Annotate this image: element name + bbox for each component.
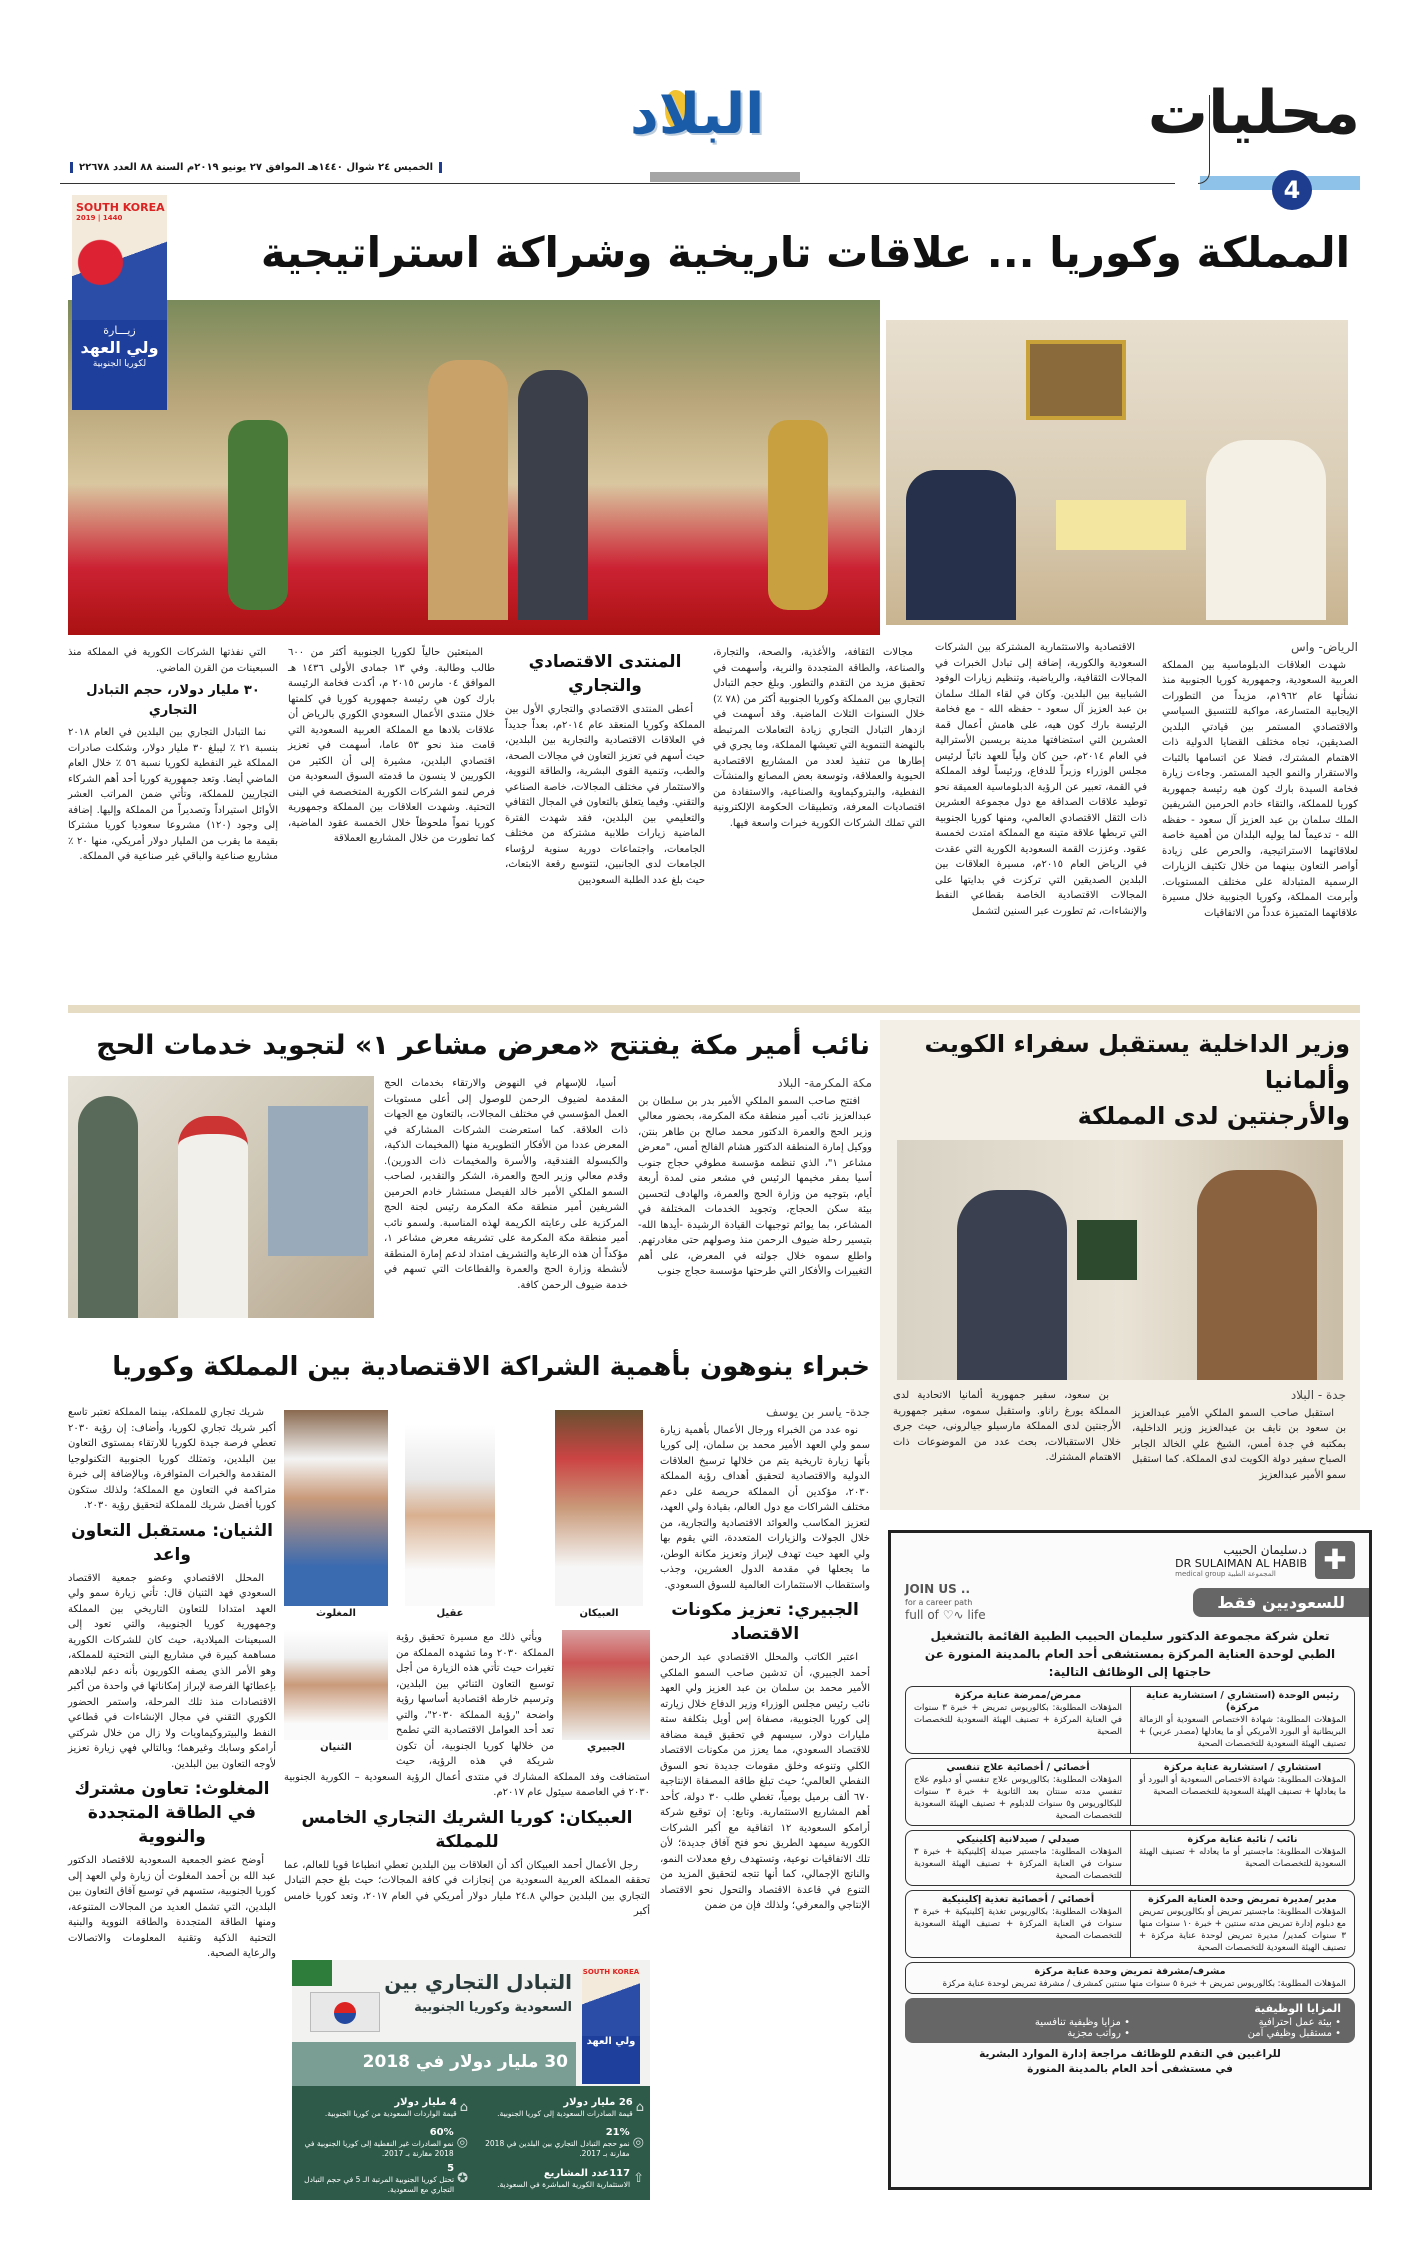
benefit-item: • بيئة عمل احترافية [1258, 2017, 1341, 2028]
benefit-text: مزايا وظيفية تنافسية [1034, 2017, 1121, 2028]
job-card [905, 1686, 1130, 1754]
main-paragraph: شهدت العلاقات الدبلوماسية بين المملكة العربية السعودية، وجمهورية كوريا الجنوبية منذ نشأتها عام ١٩٦٢م، مزيداً من التطورات الإيجابية المتسارعة، مواكبة للتنسيق السياسي والاقتصادي المستمر بين قيادتي البلدين الصديقين، تجاه مختلف القضايا الدولية ذات الاهتمام المشترك، فضلا عن اتسامها بالثبات والاستقرار والنمو الجيد المستمر. وجاءت زيارة فخامة السيدة بارك كون هيه رئيسة جمهورية كوريا للمملكة، والتقاء خادم الحرمين الشريفين الملك سلمان بن عبد العزيز آل سعود - حفظه الله - تدعيماً لما يوليه البلدان من أهمية خاصة لعلاقاتهما الاستراتيجية، والحرص على زيادة أواصر التعاون بينهما من خلال تكثيف الزيارات الرسمية المتبادلة على مختلف المستويات. وأبرمت المملكة، وكوريا الجنوبية خلال مسيرة علاقاتهما المتميزة عدداً من الاتفاقيات [1162, 659, 1358, 919]
interior-headline-line2: والأرجنتين لدى المملكة [1077, 1102, 1350, 1130]
career-path: for a career path [905, 1598, 973, 1607]
crown-prince-children-photo [68, 300, 880, 635]
subheading-mughlouth: المغلوث: تعاون مشترك في الطاقة المتجددة والنووية [74, 1779, 270, 1847]
portrait-aqeel [405, 1425, 495, 1606]
benefit-item: • مستقبل وظيفي آمن [1247, 2028, 1341, 2039]
makkah-paragraph: أسيا، للإسهام في النهوض والارتقاء بخدمات الحج المقدمة لضيوف الرحمن للوصول إلى أعلى مستويات العمل المؤسسي في مختلف المجالات، بالتعاون مع الجهات ذات العلاقة. كما استعرضت الشركات المشاركة في المعرض عددا من الأفكار التطويرية منها (المخيمات الذكية، والكبسولة الفندقية، والأسرة والمخيمات ذات الدورين). وقدم معالي وزير الحج والعمرة، الشكر والتقدير، لصاحب السمو الملكي الأمير خالد الفيصل مستشار خادم الحرمين الشريفين أمير منطقة مكة المكرمة رئيس لجنة الحج المركزية على رعايته الكريمة لهذه المناسبة. ولسمو نائب أمير منطقة مكة المكرمة على تشريفه معرض مشاعر ١، مؤكداً أن هذه الرعاية والتشريف امتداد لدعم إمارة المنطقة لأنشطة وزارة الحج والعمرة والقطاعات التي تسهم في خدمة ضيوف الرحمن كافة. [384, 1078, 628, 1291]
stat-label: تحتل كوريا الجنوبية المرتبة الـ 5 في حجم التبادل التجاري مع السعودية. [304, 2175, 455, 2194]
heartbeat-icon: ♡∿ [942, 1608, 964, 1622]
benefits-box [905, 1998, 1355, 2043]
info-badge-line2: ولي العهد [586, 2036, 636, 2047]
caption-jubairi: الجبيري [587, 1742, 625, 1753]
main-article-col-6 [68, 645, 278, 865]
job-title: مشرف/مشرفة تمريض وحدة عناية مركزة [1034, 1966, 1226, 1977]
caption-mughlouth: المغلوث [316, 1608, 356, 1619]
job-card [905, 1830, 1130, 1886]
main-paragraph: مجالات الثقافة، والأغذية، والصحة، والتجارة، والصناعة، والطاقة المتجددة والنرية، وأسهمت في تحقيق مزيد من التقدم والتطور. وبلغ حجم التبادل التجاري بين المملكة وكوريا الجنوبية أكثر من (٧٨ ٪) خلال السنوات الثلاث الماضية. وقد أسهمت في ازدهار التبادل التجاري زيادة التعاملات المرتبطة بالنهضة التنموية التي تعيشها المملكة، وما يجري في إطارها من تنفيذ لعدد من المشاريع الاقتصادية الحيوية والعملاقة، وتوسعة بعض المصانع والمنشآت النفطية، والبتروكيماوية والصناعية، والاستفادة من اقتصاديات المعرفة، وتطبيقات الحكومة الإلكترونية التي تملك الشركات الكورية خبرات واسعة فيها. [713, 647, 926, 829]
makkah-dateline: مكة المكرمة- البلاد [777, 1076, 872, 1090]
main-paragraph: التي نفذتها الشركات الكورية في المملكة منذ السبعينات من القرن الماضي. [68, 647, 278, 674]
main-headline: المملكة وكوريا ... علاقات تاريخية وشراكة استراتيجية [260, 228, 1350, 277]
crown-prince-visit-badge [72, 195, 167, 410]
stat-icon: ✪ [457, 2170, 468, 2186]
job-requirements: المؤهلات المطلوبة: ماجستير صيدلة إكلينيكية + خبرة ٣ سنوات في العناية المركزة + تصنيف الهيئة السعودية للتخصصات الصحية [914, 1847, 1122, 1881]
info-title-2: السعودية وكوريا الجنوبية [414, 2000, 572, 2015]
stat-value: 5 [447, 2163, 455, 2175]
info-stat [298, 2090, 468, 2125]
section-title: محليات [1147, 78, 1360, 148]
stat-label: قيمة الصادرات السعودية إلى كوريا الجنوبية. [497, 2108, 633, 2118]
job-title: صيدلي / صيدلانية إكلينيكي [956, 1834, 1080, 1845]
benefit-item: • رواتب مجزية [1067, 2028, 1130, 2039]
economy-paragraph: أوضح عضو الجمعية السعودية للاقتصاد الدكتور عبد الله بن أحمد المغلوث أن زيارة ولي العهد إلى كوريا الجنوبية، ستسهم في توسيع آفاق التعاون بين البلدين، التي تشمل العديد من المجالات المتنوعة، ومنها الطاقة المتجددة والطاقة النووية والبنية التحتية الذكية وتقنية المعلومات والاتصالات والرعاية الصحية. [68, 1855, 276, 1959]
makkah-paragraph: افتتح صاحب السمو الملكي الأمير بدر بن سلطان بن عبدالعزيز نائب أمير منطقة مكة المكرمة، بحضور معالي وزير الحج والعمرة الدكتور محمد صالح بن طاهر بنتن، ووكيل إمارة المنطقة الدكتور هشام الفالح أمس، "معرض مشاعر ١"، الذي تنظمه مؤسسة مطوفي حجاج جنوب أسيا بمقر مخيمها الرئيس في مشعر منى لمدة أربعة أيام، بتوجيه من وزارة الحج والعمرة، والهادف لتحسين بيئة سكن الحجاج، وتجويد الخدمات المختلفة في المشاعر، بما يوائم توجيهات القيادة الرشيدة -أيدها الله- بتيسير رحلة ضيوف الرحمن منذ وصولهم حتى مغادرتهم. واطلع سموه خلال جولته في المعرض، على أهم التغييرات والأفكار التي طرحتها مؤسسة حجاج جنوب [638, 1095, 872, 1277]
job-card [1130, 1830, 1355, 1886]
subheading-jubairi: الجبيري: تعزيز مكونات الاقتصاد [671, 1600, 859, 1644]
economy-col-right [660, 1405, 870, 1914]
stat-icon: ◎ [632, 2135, 644, 2151]
job-title: نائب / نائبة عناية مركزة [1187, 1834, 1298, 1845]
interior-headline-line1: وزير الداخلية يستقبل سفراء الكويت وألمانيا [924, 1030, 1350, 1094]
stat-value: 60% [429, 2127, 454, 2139]
hajj-exhibition-photo [68, 1076, 374, 1318]
economy-paragraph: اعتبر الكاتب والمحلل الاقتصادي عبد الرحمن أحمد الجبيري، أن تدشين صاحب السمو الملكي الأمير محمد بن سلمان بن عبد العزيز ولي العهد نائب رئيس مجلس الوزراء وزير الدفاع خلال زيارته إلى كوريا الجنوبية، مصفاة إس أويل بتكلفة ستة مليارات دولار، سيسهم في تحقيق قيمة مضافة للاقتصاد السعودي، مما يعزز من مكونات الاقتصاد الكلي وتنوعه وخلق مقومات جديدة نحو السوق النفطي العالمي؛ حيث تبلغ طاقة المصفاة الإنتاجية ٦٧٠ ألف برميل يومياً، تغطي طلب ٣٠ دولة، كأحد أهم المشاريع الاستثمارية. وتابع: إن توقيع شركة أرامكو السعودية ١٢ اتفاقية مع أكبر الشركات الكورية سيمهد الطريق نحو فتح آفاق جديدة؛ لأن تلك الاتفاقيات نوعية، وتستهدف رفع معدلات النمو، والناتج الإجمالي، كما أنها تتجه لتحقيق المزيد من التنوع في قاعدة الاقتصاد والتحول نحو الاقتصاد الإنتاجي والمعرفي؛ ولذلك فإن من ضمن [660, 1652, 871, 1911]
caption-obeikan: العبيكان [579, 1608, 619, 1619]
interior-paragraph: بن سعود، سفير جمهورية ألمانيا الاتحادية لدى المملكة يورغ راناو. واستقبل سموه، سفير جمهورية الأرجنتين لدى المملكة مارسيلو جيالرونى، حيث جرى خلال الاستقبالات، بحث عدد من الموضوعات ذات الاهتمام المشترك. [893, 1390, 1121, 1463]
job-requirements: المؤهلات المطلوبة: بكالوريوس تغذية إكلينيكية + خبرة ٣ سنوات في العناية المركزة + تصنيف الهيئة السعودية للتخصصات الصحية [914, 1907, 1122, 1941]
portrait-thunayan [284, 1630, 388, 1740]
thunayan-figure [284, 1630, 388, 1756]
stat-label: الاستثمارية الكورية المباشرة في السعودية. [497, 2179, 631, 2189]
benefits-title: المزايا الوظيفية [1254, 2002, 1341, 2015]
logo-underbar [650, 172, 800, 182]
job-requirements: المؤهلات المطلوبة: شهادة الاختصاص السعودية أو الزمالة البريطانية أو البورد الأمريكي أو ما يعادلها (مصدر عربي) + تصنيف الهيئة السعودية للتخصصات الصحية [1139, 1715, 1346, 1749]
main-article-col-4 [505, 645, 705, 888]
job-card [1130, 1758, 1355, 1826]
job-title: رئيس الوحدة (استشاري / استشارية عناية مركزة) [1145, 1690, 1340, 1713]
economy-paragraph: ويأتي ذلك مع مسيرة تحقيق رؤية المملكة ٢٠٣٠ وما تشهده المملكة من تغيرات حيث تأتي هذه الزيارة من أجل توسيع التعاون الثنائي بين البلدين، وترسيم خارطة اقتصادية أساسها رؤية واضحة "رؤية المملكة ٢٠٣٠"، والتي تعد أحد العوامل الاقتصادية التي تطمح من خلالها كوريا الجنوبية، أن تكون شريكة في هذه الرؤية، حيث استضافت وفد المملكة المشارك في منتدى أعمال الرؤية السعودية – الكورية الجنوبية ٢٠٣٠ في العاصمة سيئول عام ٢٠١٧م. [284, 1632, 650, 1798]
job-title: مدير /مديرة تمريض وحدة العناية المركزة [1148, 1894, 1337, 1905]
subheading-trade: ٣٠ مليار دولار، حجم التبادل التجاري [86, 683, 260, 718]
page-number: 4 [1272, 170, 1312, 210]
info-stat [298, 2126, 468, 2161]
king-salman-meeting-photo [886, 320, 1348, 625]
info-title-1: التبادل التجاري بين [384, 1970, 572, 1994]
jobs-grid [905, 1686, 1355, 1958]
saudi-container-icon [292, 1960, 332, 1986]
main-paragraph: الاقتصادية والاستثمارية المشتركة بين الشركات السعودية والكورية، إضافة إلى تبادل الخبرات في المجالات الثقافية، والرياضية، وتنظيم زيارات الوفود الشبابية بين البلدين. وكان في لقاء الملك سلمان بن عبد العزيز آل سعود - حفظه الله - مع فخامة الرئيسة بارك كون هيه، على هامش أعمال قمة العشرين التي استضافتها مدينة بريسبن الأسترالية في العام ٢٠١٤م، حين كان ولياً للعهد نائباً لرئيس مجلس الوزراء وزيراً للدفاع، ورئيساً لوفد المملكة في القمة، تعبير عن الرؤية الدبلوماسية العميقة نحو توطيد علاقات الصداقة مع دول مجموعة العشرين ذات الثقل الاقتصادي العالمي، ومنها كوريا الجنوبية التي تربطها علاقة متينة مع المملكة امتدت لخمسة عقود. وعززت القمة السعودية الكورية التي عقدت في الرياض العام ٢٠١٥م، مسيرة العلاقات بين البلدين الصديقين التي تركزت في بدايتها على المجالات الاقتصادية الخاصة بقطاعي النفط والإنشاءات، ثم تطورت عبر السنين لتشمل [935, 642, 1147, 917]
main-paragraph: نما التبادل التجاري بين البلدين في العام ٢٠١٨ بنسبة ٢١ ٪ ليبلغ ٣٠ مليار دولار، وشكلت صادرات المملكة غير النفطية لكوريا نسبة ٥٦ ٪ خلال العام الماضي أيضا. وتعد جمهورية كوريا أحد أهم الشركاء التجاريين للمملكة، وتأتي ضمن المراتب العشر الأوائل استيراداً وتصديراً من المملكة وإليها. إضافة إلى وجود (١٢٠) مشروعا سعوديا كوريا مشتركا بقيمة ما يقرب من المليار دولار أمريكي، منها ٢٠ ٪ مشاريع صناعية والباقي غير صناعية في المملكة. [68, 727, 278, 862]
ad-footer-2: في مستشفى أحد العام بالمدينة المنورة [1027, 2063, 1233, 2075]
job-card [905, 1758, 1130, 1826]
join-us: JOIN US .. [905, 1582, 971, 1596]
info-badge-country: SOUTH KOREA [582, 1968, 640, 1976]
badge-line2: ولي العهد [80, 338, 159, 357]
ad-footer-1: للراغبين في التقدم للوظائف مراجعة إدارة الموارد البشرية [979, 2048, 1281, 2060]
stat-value: 26 مليار دولار [563, 2096, 633, 2108]
issue-date: الخميس ٢٤ شوال ١٤٤٠هـ الموافق ٢٧ يونيو ٢٠١٩م السنة ٨٨ العدد ٢٢٦٧٨ [70, 162, 442, 173]
makkah-headline: نائب أمير مكة يفتتح «معرض مشاعر ١» لتجويد خدمات الحج [96, 1030, 870, 1061]
job-requirements: المؤهلات المطلوبة: بكالوريوس تمريض + خبرة ٣ سنوات في العناية المركزة + تصنيف الهيئة السعودية للتخصصات الصحية [914, 1703, 1122, 1737]
main-dateline: الرياض- واس [1290, 640, 1358, 654]
trade-infographic [292, 1960, 650, 2200]
info-stats-grid [292, 2086, 650, 2200]
badge-country: SOUTH KOREA [72, 195, 167, 214]
job-title: أخصائي / أخصائية تغذية إكلينيكية [941, 1894, 1095, 1905]
stat-icon: ⌂ [459, 2099, 468, 2115]
newspaper-logo: البلاد [630, 82, 765, 147]
header-divider-curve [1198, 95, 1210, 184]
badge-line3: لكوريا الجنوبية [92, 359, 147, 369]
interior-col-2 [893, 1388, 1121, 1466]
job-advertisement [888, 1530, 1372, 2190]
economy-dateline: جدة- ياسر بن يوسف [766, 1405, 870, 1419]
economy-paragraph: نوه عدد من الخبراء ورجال الأعمال بأهمية زيارة سمو ولي العهد الأمير محمد بن سلمان، إلى كوريا بأنها زيارة تاريخية يتم من خلالها ترسيخ العلاقات الدولية والاقتصادية لتحقيق أهداف رؤية المملكة ٢٠٣٠، مؤكدين أن المملكة حريصة على دعم مختلف الشراكات مع دول العالم، بقيادة ولي العهد، لتعزيز المكاسب والعوائد الاقتصادية والتجارية، من خلال الجولات والزيارات المتعددة، التي يقوم بها ولي العهد حيث تهدف لإبراز وتعزيز مكانة الوطن، ما يجعلها في مقدمة الدول العشرين، وجذب واستقطاب الاستثمارات العالمية للسوق السعودي. [660, 1424, 870, 1591]
info-stat [298, 2161, 468, 2196]
stat-icon: ◎ [456, 2135, 468, 2151]
benefit-text: رواتب مجزية [1067, 2028, 1121, 2039]
stat-label: نمو حجم التبادل التجاري بين البلدين في 2018 مقارنة بـ 2017. [485, 2139, 630, 2158]
info-stat [474, 2126, 644, 2161]
info-stat [474, 2161, 644, 2196]
job-card [905, 1962, 1355, 1994]
stat-value: 117عدد المشاريع [543, 2167, 631, 2179]
job-requirements: المؤهلات المطلوبة: شهادة الاختصاص السعودية أو البورد أو ما يعادلها + تصنيف الهيئة السعودية للتخصصات الصحية [1139, 1775, 1346, 1797]
ad-intro: تعلن شركة مجموعة الدكتور سليمان الحبيب الطبية القائمة بالتشغيل الطبي لوحدة العناية المركزة بمستشفى أحد العام بالمدينة المنورة عن حاجتها إلى الوظائف التالية: [924, 1629, 1336, 1679]
brand-en: DR SULAIMAN AL HABIB [1175, 1556, 1307, 1570]
stat-icon: ⇧ [633, 2170, 644, 2186]
job-requirements: المؤهلات المطلوبة: ماجستير أو ما يعادله + تصنيف الهيئة السعودية للتخصصات الصحية [1139, 1847, 1346, 1869]
main-paragraph: المبتعثين حالياً لكوريا الجنوبية أكثر من ٦٠٠ طالب وطالبة. وفي ١٣ جمادى الأولى ١٤٣٦ هـ الموافق ٠٤ مارس ٢٠١٥ م، أكدت فخامة الرئيسة بارك كون هي رئيسة جمهورية كوريا في كلمتها خلال منتدى الأعمال السعودي الكوري بالرياض أن علاقات بلادها مع المملكة العربية السعودية التي قامت منذ نحو ٥٣ عاما، أسهمت في تعزيز اقتصادي البلدين، مشيرة إلى أن الكثير من الكوريين لا ينسون ما قدمته السوق السعودية من فرص لنمو الشركات الكورية المتخصصة في البنى التحتية. وشهدت العلاقات بين المملكة وجمهورية كوريا نمواً ملحوظاً خلال الخمسة عقود الماضية، كما تطورت من خلال المشاريع العملاقة [288, 647, 495, 844]
interior-col-1 [1132, 1388, 1346, 1483]
job-title: استشاري / استشارية عناية مركزة [1163, 1762, 1322, 1773]
caption-thunayan: الثنيان [320, 1742, 352, 1753]
job-requirements: المؤهلات المطلوبة: ماجستير تمريض أو بكالوريوس تمريض مع دبلوم إدارة تمريض مدته سنتين + خبرة ١٠ سنوات منها ٣ سنوات كمدير/ مديرة تمريض لوحدة عناية مركزة + تصنيف الهيئة السعودية للتخصصات الصحية [1139, 1907, 1346, 1953]
subheading-forum: المنتدى الاقتصادي والتجاري [528, 652, 682, 696]
info-stat [474, 2090, 644, 2125]
interior-headline [890, 1026, 1350, 1134]
job-card [1130, 1890, 1355, 1958]
jubairi-figure [562, 1630, 650, 1756]
subheading-obeikan: العبيكان: كوريا الشريك التجاري الخامس للمملكة [301, 1807, 633, 1852]
stat-icon: ⌂ [635, 2099, 644, 2115]
badge-line1: زيـــارة [103, 324, 136, 337]
portrait-jubairi [562, 1630, 650, 1740]
life: life [967, 1608, 986, 1622]
full-of: full of [905, 1608, 939, 1622]
benefit-item: • مزايا وظيفية تنافسية [1034, 2017, 1130, 2028]
economy-headline: خبراء ينوهون بأهمية الشراكة الاقتصادية بين المملكة وكوريا [112, 1352, 870, 1382]
main-article-col-2 [935, 640, 1147, 919]
header-divider [60, 183, 1175, 184]
economy-paragraph: رجل الأعمال أحمد العبيكان أكد أن العلاقات بين البلدين تعطي انطباعا قويا للعالم، عما تحققه المملكة العربية السعودية من إنجازات في كافة المجالات؛ حيث بلغ حجم التبادل التجاري بين البلدين حوالي ٢٤.٨ مليار دولار أمريكي في العام ٢٠١٧، وتعد كوريا خامس أكبر [284, 1859, 651, 1917]
saudis-only-banner: للسعوديين فقط [1193, 1588, 1369, 1617]
main-article-col-5 [288, 645, 495, 847]
caption-aqeel: عقيل [436, 1608, 464, 1619]
economy-paragraph: شريك تجاري للمملكة، بينما المملكة تعتبر تاسع أكبر شريك تجاري لكوريا، وأضاف: إن رؤية ٢٠٣٠ تعطي فرصة جيدة لكوريا للارتقاء بمستوى التعاون بين البلدين، وتمتلك كوريا الجنوبية التكنولوجيا المتقدمة والخبرات المتوافرة، وبالإضافة إلى خبرة متراكمة في التعاون مع المملكة؛ ولذلك ستكون كوريا أفضل شريك للمملكة لتحقيق رؤية ٢٠٣٠. [68, 1407, 276, 1511]
stat-value: 21% [605, 2127, 630, 2139]
main-article-col-1 [1162, 640, 1358, 921]
section-divider [68, 1005, 1360, 1013]
stat-value: 4 مليار دولار [394, 2096, 457, 2108]
main-article-col-3 [713, 645, 925, 831]
portrait-mughlouth [284, 1410, 388, 1606]
brand-sub: medical group المجموعة الطبية [1175, 1569, 1276, 1578]
portrait-illustration [72, 224, 167, 320]
hospital-logo-icon: ✚ [1315, 1541, 1355, 1579]
job-title: ممرض/ممرضة عناية مركزة [954, 1690, 1082, 1701]
benefit-text: بيئة عمل احترافية [1258, 2017, 1332, 2028]
ad-brand [905, 1541, 1355, 1579]
makkah-col-1 [638, 1076, 872, 1280]
shipping-container-icon [310, 1992, 380, 2032]
brand-ar: د.سليمان الحبيب [1223, 1542, 1307, 1557]
interior-paragraph: استقبل صاحب السمو الملكي الأمير عبدالعزيز بن سعود بن نايف بن عبدالعزيز وزير الداخلية، بمكتبه في جدة أمس، الشيخ علي الخالد الجابر الصباح سفير دولة الكويت لدى المملكة. كما استقبل سمو الأمير عبدالعزيز [1132, 1407, 1346, 1481]
subheading-thunayan: الثنيان: مستقبل التعاون واعد [71, 1520, 273, 1565]
interior-dateline: جدة - البلاد [1290, 1388, 1346, 1402]
economy-col-left [68, 1405, 276, 1962]
job-title: أخصائي / أخصائية علاج تنفسي [946, 1762, 1090, 1773]
stat-label: نمو الصادرات غير النفطية إلى كوريا الجنوبية في 2018 مقارنة بـ 2017. [304, 2139, 454, 2158]
makkah-col-2 [384, 1076, 628, 1293]
info-total: 30 مليار دولار في 2018 [362, 2052, 568, 2072]
badge-years: 2019 | 1440 [72, 214, 167, 224]
stat-label: قيمة الواردات السعودية من كوريا الجنوبية. [324, 2108, 457, 2118]
infographic-badge [582, 1968, 640, 2084]
job-requirements: المؤهلات المطلوبة: بكالوريوس تمريض + خبرة ٥ سنوات منها سنتين كمشرف / مشرفة تمريض لوحدة عناية مركزة [942, 1979, 1346, 1989]
portrait-obeikan [555, 1410, 643, 1606]
interior-minister-photo [897, 1140, 1343, 1380]
benefit-text: مستقبل وظيفي آمن [1247, 2028, 1332, 2039]
economy-paragraph: المحلل الاقتصادي وعضو جمعية الاقتصاد السعودي فهد الثنيان قال: تأتي زيارة سمو ولي العهد امتدادا للتعاون التاريخي بين المملكة وجمهورية كوريا الجنوبية، والتي تعود إلى السبعينات الميلادية، حيث كان للشركات الكورية مساهمة كبيرة في مشاريع البنى التحتية للمملكة، وهو الأمر الذي يصفه الكوريون بأنه دعم لبلادهم بإعطائها الفرصة لإبراز إمكاناتها في واحدة من أكبر الاقتصادات منذ تلك المرحلة، واستمر الحضور الكوري التقني في مجال الإنشاءات في قطاعي النفط والبيتروكيماويات ولا زال من خلال شركتي أرامكو وسابك وغيرهما؛ وبالتالي فهي زيارة تعزيز لأوجه التعاون بين البلدين. [68, 1572, 276, 1770]
job-card [905, 1890, 1130, 1958]
main-paragraph: أعطى المنتدى الاقتصادي والتجاري الأول بين المملكة وكوريا المنعقد عام ٢٠١٤م، بعداً جديداً في العلاقات الاقتصادية والتجارية بين البلدين، حيث أسهم في تعزيز التعاون في مجالات الصحة، والطب، وتنمية القوى البشرية، والطاقة النووية، والاستثمار في مختلف المجالات، خاصة الصناعي والتقني. وفيما يتعلق بالتعاون في المجال الثقافي والتعليمي بين البلدين، فقد شهدت الفترة الماضية زيارات طلابية مشتركة من مختلف الجامعات، واجتماعات دورية سنوية لرؤساء الجامعات لدى الجانبين، لتتوسع رقعة الابتعاث، حيث بلغ عدد الطلبة السعوديين [505, 704, 705, 886]
economy-col-middle [284, 1630, 650, 1920]
job-requirements: المؤهلات المطلوبة: بكالوريوس علاج تنفسي أو دبلوم علاج تنفسي مدته سنتان بعد الثانوية + خبرة ٣ سنوات للبكالوريوس و٥ سنوات للدبلوم + تصنيف الهيئة السعودية للتخصصات الصحية [914, 1775, 1123, 1821]
job-card [1130, 1686, 1355, 1754]
